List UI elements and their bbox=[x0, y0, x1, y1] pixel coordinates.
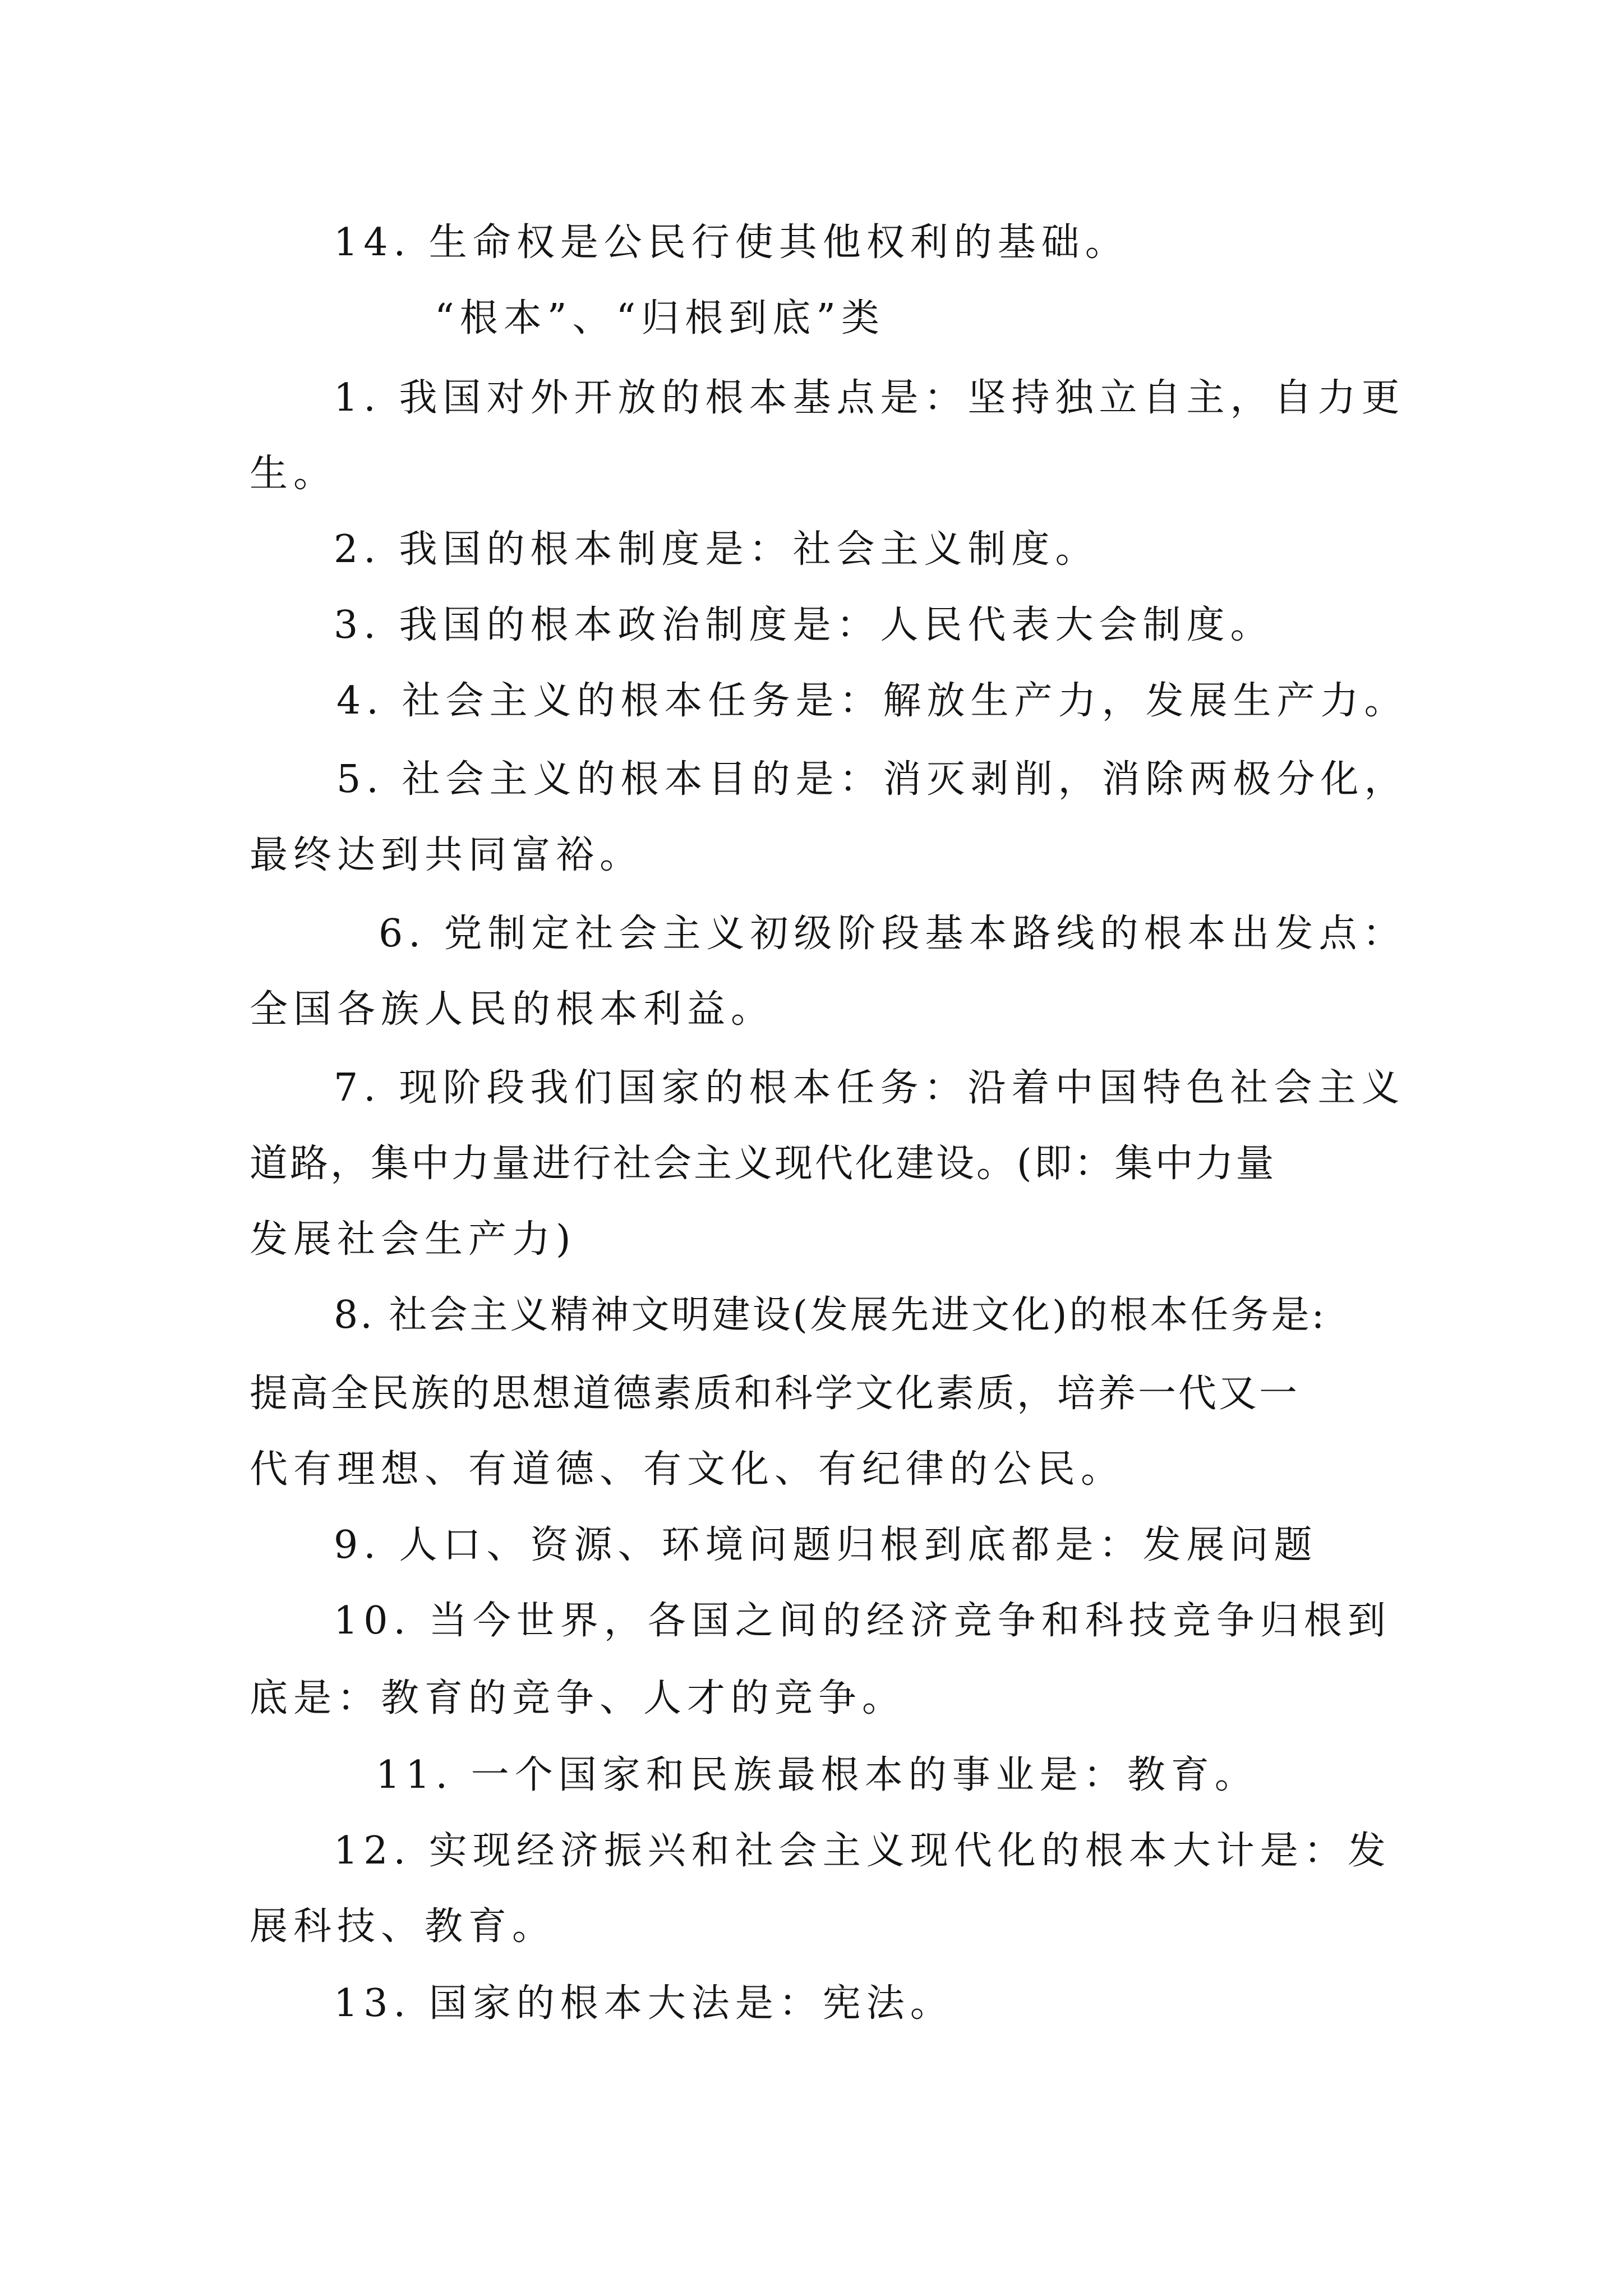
text-line: 12. 实现经济振兴和社会主义现代化的根本大计是：发 bbox=[334, 1829, 1391, 1873]
text-line: 3. 我国的根本政治制度是：人民代表大会制度。 bbox=[334, 603, 1274, 647]
text-line: 11. 一个国家和民族最根本的事业是：教育。 bbox=[376, 1753, 1258, 1797]
text-line: 6. 党制定社会主义初级阶段基本路线的根本出发点： bbox=[379, 912, 1407, 956]
text-line: 道路，集中力量进行社会主义现代化建设。(即：集中力量 bbox=[250, 1142, 1276, 1186]
text-line: 底是：教育的竞争、人才的竞争。 bbox=[250, 1676, 906, 1720]
text-line: 8. 社会主义精神文明建设(发展先进文化)的根本任务是: bbox=[334, 1293, 1327, 1337]
text-line: 全国各族人民的根本利益。 bbox=[250, 987, 775, 1032]
text-line: 展科技、教育。 bbox=[250, 1904, 556, 1949]
text-line: 2. 我国的根本制度是：社会主义制度。 bbox=[334, 527, 1099, 572]
text-line: 代有理想、有道德、有文化、有纪律的公民。 bbox=[250, 1447, 1125, 1492]
text-line: 14. 生命权是公民行使其他权利的基础。 bbox=[334, 220, 1129, 265]
text-line: 9. 人口、资源、环境问题归根到底都是：发展问题 bbox=[334, 1523, 1318, 1567]
text-line: 发展社会生产力) bbox=[250, 1217, 577, 1262]
text-line: 提高全民族的思想道德素质和科学文化素质，培养一代又一 bbox=[250, 1372, 1300, 1416]
text-line: 4. 社会主义的根本任务是：解放生产力，发展生产力。 bbox=[336, 679, 1408, 723]
text-line: 10. 当今世界，各国之间的经济竞争和科技竞争归根到 bbox=[334, 1599, 1391, 1643]
text-line: 7. 现阶段我们国家的根本任务：沿着中国特色社会主义 bbox=[334, 1066, 1405, 1110]
text-line: 最终达到共同富裕。 bbox=[250, 833, 644, 877]
text-line: 5. 社会主义的根本目的是：消灭剥削，消除两极分化， bbox=[336, 757, 1408, 802]
section-heading: “根本”、“归根到底”类 bbox=[435, 296, 886, 341]
text-line: 生。 bbox=[250, 452, 338, 496]
text-line: 1. 我国对外开放的根本基点是：坚持独立自主，自力更 bbox=[334, 376, 1405, 420]
text-line: 13. 国家的根本大法是：宪法。 bbox=[334, 1981, 954, 2026]
